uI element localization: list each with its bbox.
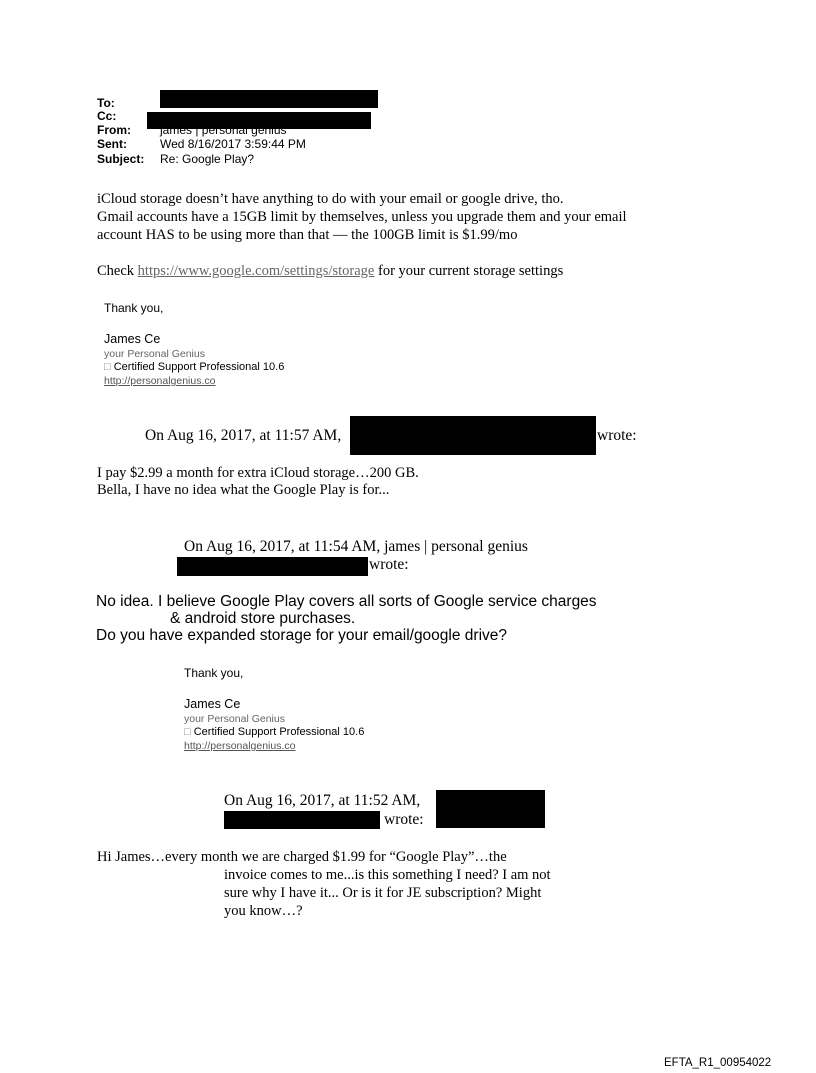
quote3-line-4: you know…? <box>224 903 303 919</box>
quote1-line-2: Bella, I have no idea what the Google Play is for... <box>97 482 390 498</box>
redaction-quote1-sender <box>350 416 596 455</box>
signature2-title: your Personal Genius <box>184 713 285 725</box>
from-value: james | personal genius <box>160 123 287 137</box>
signature-cert: Certified Support Professional 10.6 <box>113 361 285 373</box>
redaction-quote3-sender-a <box>436 790 545 810</box>
reply-line-1: iCloud storage doesn’t have anything to do with your email or google drive, tho. <box>97 191 564 207</box>
bates-number: EFTA_R1_00954022 <box>664 1057 772 1069</box>
check-suffix: for your current storage settings <box>374 263 564 279</box>
to-label: To: <box>97 96 115 110</box>
signature2-url[interactable]: http://personalgenius.co <box>184 740 296 752</box>
quote3-wrote: wrote: <box>384 811 424 828</box>
certificate-icon: □ <box>184 726 191 738</box>
quote3-line-2: invoice comes to me...is this something I need? I am not <box>224 867 551 883</box>
signature2-name: James Ce <box>184 697 241 711</box>
redaction-quote3-sender-c <box>436 810 545 828</box>
reply-line-2: Gmail accounts have a 15GB limit by themselves, unless you upgrade them and your email <box>97 209 627 225</box>
quote3-line-3: sure why I have it... Or is it for JE subscription? Might <box>224 885 542 901</box>
from-label: From: <box>97 123 131 137</box>
quote3-intro: On Aug 16, 2017, at 11:52 AM, <box>224 792 421 809</box>
quote2-line-2: & android store purchases. <box>170 610 356 627</box>
quote2-wrote: wrote: <box>369 556 409 573</box>
redaction-quote3-sender-b <box>224 811 380 829</box>
subject-value: Re: Google Play? <box>160 152 255 166</box>
reply-line-3: account HAS to be using more than that — the 100GB limit is $1.99/mo <box>97 227 518 243</box>
quote1-line-1: I pay $2.99 a month for extra iCloud storage…200 GB. <box>97 465 419 481</box>
signature2-cert: Certified Support Professional 10.6 <box>193 726 365 738</box>
sent-value: Wed 8/16/2017 3:59:44 PM <box>160 137 306 151</box>
quote1-wrote: wrote: <box>597 427 637 444</box>
quote1-intro: On Aug 16, 2017, at 11:57 AM, <box>145 427 342 444</box>
quote2-line-3: Do you have expanded storage for your email/google drive? <box>96 627 508 644</box>
storage-settings-link[interactable]: https://www.google.com/settings/storage <box>137 263 375 279</box>
signature-url[interactable]: http://personalgenius.co <box>104 375 216 387</box>
redaction-to <box>160 90 378 108</box>
check-storage-line <box>97 263 563 280</box>
redaction-quote2-sender <box>177 557 368 576</box>
signature2-thanks: Thank you, <box>184 666 244 680</box>
signature-thanks: Thank you, <box>104 301 164 315</box>
quote3-line-1: Hi James…every month we are charged $1.99 for “Google Play”…the <box>97 849 507 865</box>
signature-name: James Ce <box>104 332 161 346</box>
quote2-intro: On Aug 16, 2017, at 11:54 AM, james | personal genius <box>184 538 528 555</box>
check-prefix: Check <box>97 263 138 279</box>
quote2-line-1: No idea. I believe Google Play covers all sorts of Google service charges <box>96 593 597 610</box>
signature2-cert-line <box>184 726 364 738</box>
cc-label: Cc: <box>97 109 117 123</box>
signature-cert-line <box>104 361 284 373</box>
signature-title: your Personal Genius <box>104 348 205 360</box>
sent-label: Sent: <box>97 137 127 151</box>
subject-label: Subject: <box>97 152 145 166</box>
certificate-icon: □ <box>104 361 111 373</box>
